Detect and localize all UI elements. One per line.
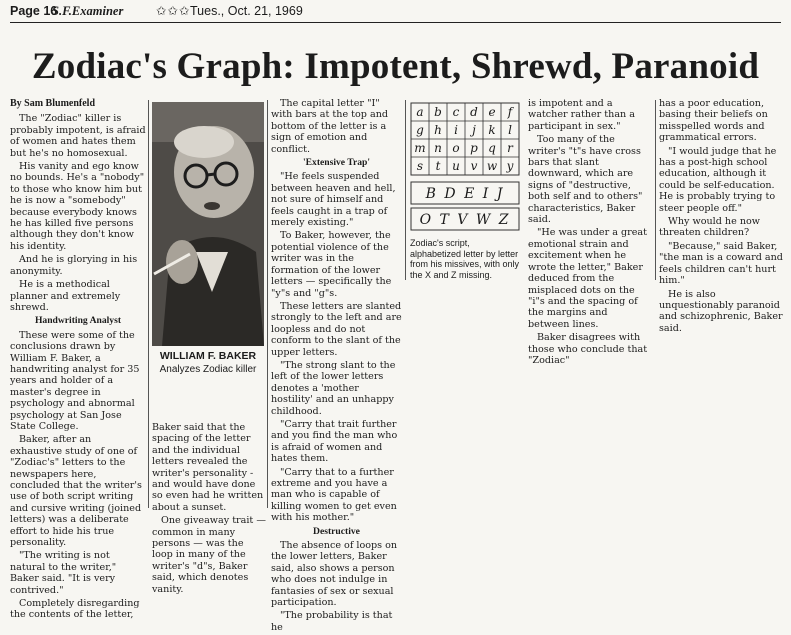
zodiac-alphabet-chart [410, 102, 520, 232]
chart-letter: b [434, 105, 442, 119]
masthead-rule [10, 22, 781, 23]
column-3 [271, 98, 402, 635]
subhead: Destructive [313, 525, 360, 537]
paragraph: These were some of the conclusions drawn by William F. Baker, a handwriting analyst for 35 years and holder of a master's degree in psychology and abnormal psychology at San Jose State College. [10, 329, 140, 432]
chart-letter: q [488, 141, 496, 155]
paragraph: Completely disregarding the contents of the letter, [10, 598, 140, 621]
paragraph: The absence of loops on the lower letters, Baker said, also shows a person who does not indulge in fantasies of sex or sexual participation. [271, 540, 398, 609]
column-rule [148, 100, 149, 508]
caption-subtitle: Analyzes Zodiac killer [159, 364, 257, 375]
chart-letter: o [452, 141, 460, 155]
paragraph: His vanity and ego know no bounds. He's a "nobody" to those who know him but he is now a "somebody" because everybody knows he has killed five persons although they don't know his identity. [10, 161, 145, 252]
byline: By Sam Blumenfeld [10, 98, 96, 109]
caption-name: WILLIAM F. BAKER [159, 350, 257, 362]
chart-caption: Zodiac's script, alphabetized letter by letter from his missives, with only the X and Z missing. [410, 238, 520, 280]
paragraph: Baker disagrees with those who conclude that "Zodiac" [528, 332, 648, 366]
portrait-photo [152, 102, 264, 346]
newspaper-name: S.F.Examiner [52, 4, 124, 18]
edition-stars: ✩✩✩ [156, 4, 191, 18]
paragraph: One giveaway trait — common in many persons — was the loop in many of the writer's "d"s, Baker said, which denotes vanity. [152, 515, 266, 595]
column-6 [659, 98, 783, 336]
paragraph: Baker, after an exhaustive study of one of "Zodiac's" letters to the newspapers here, concluded that the writer's use of both script writing and cursive writing (joined letters) was a deliberate effort to hide his true personality. [10, 434, 142, 549]
paragraph: And he is glorying in his anonymity. [10, 254, 138, 277]
paragraph: To Baker, however, the potential violence of the writer was in the formation of the lower letters — specifically the "y"s and "g"s. [271, 230, 392, 299]
paragraph: "He feels suspended between heaven and hell, not sure of himself and feels caught in a trap of merely existing." [271, 171, 396, 229]
masthead [10, 4, 781, 21]
paragraph: The "Zodiac" killer is probably impotent, is afraid of women and hates them but he's no homosexual. [10, 113, 146, 159]
chart-letter: a [416, 105, 424, 119]
paragraph: "The strong slant to the left of the lower letters denotes a 'mother hostility' and an unhappy childhood. [271, 359, 396, 417]
chart-letter: e [488, 105, 496, 119]
chart-letter: r [507, 141, 513, 155]
publication-date: Tues., Oct. 21, 1969 [190, 4, 303, 18]
paragraph: "The writing is not natural to the writer," Baker said. "It is very contrived." [10, 550, 117, 596]
column-1 [10, 98, 146, 623]
chart-capitals-2: O T V W Z [419, 212, 511, 228]
chart-letter: k [488, 123, 496, 137]
paragraph: "I would judge that he has a post-high school education, although it could be self-education. He is probably trying to steer people off." [659, 145, 777, 214]
chart-letter: f [507, 105, 513, 119]
paragraph: The capital letter "I" with bars at the top and bottom of the letter is a sign of emotion and conflict. [271, 98, 389, 155]
paragraph: is impotent and a watcher rather than a participant in sex." [528, 98, 636, 132]
paragraph: Baker said that the spacing of the letter and the individual letters revealed the writer's personality - and would have done so even had he written about a sunset. [152, 422, 264, 513]
chart-letter: p [470, 141, 478, 155]
chart-letter: d [470, 105, 478, 119]
paragraph: "Carry that trait further and you find the man who is afraid of women and hates them. [271, 418, 398, 465]
chart-letter: n [434, 141, 442, 155]
subhead: Handwriting Analyst [34, 315, 122, 327]
chart-letter: m [414, 141, 426, 155]
column-5 [528, 98, 652, 368]
paragraph: Why would he now threaten children? [659, 216, 761, 239]
chart-letter: v [470, 159, 478, 173]
paragraph: Too many of the writer's "t"s have cross bars that slant downward, which are signs of "destructive, both self and to others" characteristics, Baker said. [528, 134, 643, 226]
chart-letter: g [416, 123, 424, 137]
column-rule [267, 100, 268, 508]
column-rule [655, 100, 656, 280]
column-rule [405, 100, 406, 280]
column-2 [152, 422, 266, 597]
chart-letter: t [435, 159, 441, 173]
paragraph: "Because," said Baker, "the man is a coward and feels children can't hurt him." [659, 240, 783, 287]
chart-capitals-1: B D E I J [425, 186, 505, 202]
portrait-image [152, 102, 264, 346]
chart-letter: i [454, 123, 458, 137]
subhead: 'Extensive Trap' [302, 157, 371, 169]
chart-letter: j [472, 123, 476, 137]
paragraph: "He was under a great emotional strain and excitement when he wrote the letter," Baker deduced from the misplaced dots on the "i"s and the spacing of the margins and between lines. [528, 227, 647, 330]
paragraph: has a poor education, basing their beliefs on misspelled words and grammatical errors. [659, 98, 768, 144]
zodiac-chart-svg [410, 102, 520, 232]
photo-caption [152, 350, 264, 376]
chart-letter: w [486, 159, 498, 173]
chart-letter: c [452, 105, 460, 119]
chart-letter: h [434, 123, 442, 137]
paragraph: "Carry that to a further extreme and you have a man who is capable of killing women to get even with his mother." [271, 466, 397, 524]
chart-letter: s [416, 159, 424, 173]
headline: Zodiac's Graph: Impotent, Shrewd, Paranoid [31, 46, 760, 87]
page-number: Page 16 [10, 4, 58, 18]
paragraph: These letters are slanted strongly to the left and are loopless and do not conform to the slant of the upper letters. [271, 300, 402, 358]
paragraph: "The probability is that he [271, 610, 393, 633]
paragraph: He is also unquestionably paranoid and schizophrenic, Baker said. [659, 288, 783, 334]
paragraph: He is a methodical planner and extremely shrewd. [10, 279, 121, 313]
chart-letter: u [452, 159, 460, 173]
chart-letter: l [508, 123, 512, 137]
chart-letter: y [506, 159, 514, 173]
